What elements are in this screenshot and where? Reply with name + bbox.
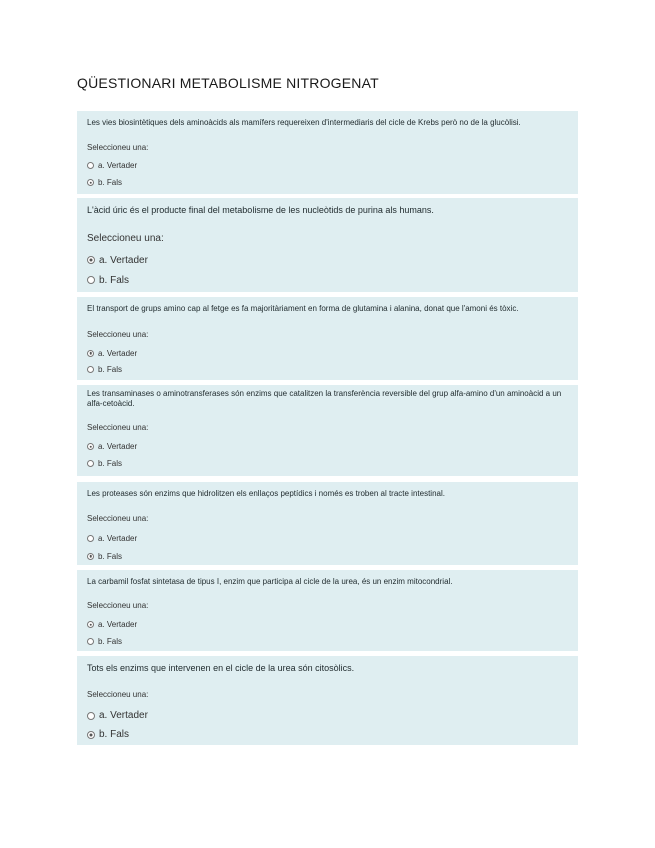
question-text: El transport de grups amino cap al fetge es fa majoritàriament en forma de glutamina i alanina, donat que l'amoni és tòxic. bbox=[87, 304, 519, 313]
option-b[interactable] bbox=[87, 174, 568, 191]
question-text: Les proteases són enzims que hidrolitzen els enllaços peptídics i només es troben al tracte intestinal. bbox=[87, 489, 445, 498]
question-2 bbox=[77, 198, 578, 292]
option-label: b. Fals bbox=[98, 178, 123, 187]
option-label: a. Vertader bbox=[98, 348, 138, 358]
option-label: a. Vertader bbox=[98, 442, 138, 451]
option-label: b. Fals bbox=[98, 551, 123, 561]
radio-option-a[interactable] bbox=[87, 256, 95, 264]
option-a[interactable] bbox=[87, 706, 568, 725]
question-1 bbox=[77, 111, 578, 194]
option-label: b. Fals bbox=[98, 364, 123, 374]
option-a[interactable] bbox=[87, 529, 568, 547]
option-b[interactable] bbox=[87, 361, 568, 377]
option-a[interactable] bbox=[87, 345, 568, 361]
answer-prompt: Seleccioneu una: bbox=[87, 690, 149, 699]
option-label: a. Vertader bbox=[98, 620, 138, 629]
answer-prompt: Seleccioneu una: bbox=[87, 601, 149, 610]
radio-option-b[interactable] bbox=[87, 638, 94, 645]
answer-prompt: Seleccioneu una: bbox=[87, 330, 149, 339]
option-a[interactable] bbox=[87, 157, 568, 174]
radio-option-b[interactable] bbox=[87, 366, 94, 373]
question-7 bbox=[77, 656, 578, 745]
option-b[interactable] bbox=[87, 633, 568, 650]
question-text: Tots els enzims que intervenen en el cicle de la urea són citosòlics. bbox=[87, 663, 355, 673]
answer-prompt: Seleccioneu una: bbox=[87, 423, 149, 432]
question-text: L'àcid úric és el producte final del metabolisme de les nucleòtids de purina als humans. bbox=[87, 205, 434, 215]
option-label: a. Vertader bbox=[99, 254, 148, 266]
radio-option-a[interactable] bbox=[87, 621, 94, 628]
option-label: b. Fals bbox=[99, 274, 130, 286]
option-label: b. Fals bbox=[99, 729, 130, 740]
answer-prompt: Seleccioneu una: bbox=[87, 143, 149, 152]
option-a[interactable] bbox=[87, 250, 568, 270]
option-a[interactable] bbox=[87, 438, 568, 455]
page-title: QÜESTIONARI METABOLISME NITROGENAT bbox=[77, 75, 379, 91]
question-5 bbox=[77, 482, 578, 565]
radio-option-a[interactable] bbox=[87, 535, 94, 542]
option-label: b. Fals bbox=[98, 459, 123, 468]
radio-option-a[interactable] bbox=[87, 712, 95, 720]
question-text: Les transaminases o aminotransferases són enzims que catalitzen la transferència reversible del grup alfa-amino d'un aminoàcid a un alfa-cetoàcid. bbox=[87, 389, 562, 409]
question-text: La carbamil fosfat sintetasa de tipus I, enzim que participa al cicle de la urea, és un enzim mitocondrial. bbox=[87, 577, 453, 586]
option-label: a. Vertader bbox=[99, 710, 148, 721]
question-6 bbox=[77, 570, 578, 651]
radio-option-b[interactable] bbox=[87, 276, 95, 284]
option-b[interactable] bbox=[87, 270, 568, 290]
option-label: a. Vertader bbox=[98, 533, 138, 543]
radio-option-a[interactable] bbox=[87, 162, 94, 169]
option-label: a. Vertader bbox=[98, 161, 138, 170]
question-3 bbox=[77, 297, 578, 380]
question-text: Les vies biosintètiques dels aminoàcids als mamífers requereixen d'intermediaris del cicle de Krebs però no de la glucòlisi. bbox=[87, 118, 521, 127]
radio-option-b[interactable] bbox=[87, 731, 95, 739]
option-b[interactable] bbox=[87, 725, 568, 744]
radio-option-b[interactable] bbox=[87, 460, 94, 467]
option-a[interactable] bbox=[87, 616, 568, 633]
question-4 bbox=[77, 385, 578, 476]
option-b[interactable] bbox=[87, 455, 568, 472]
answer-prompt: Seleccioneu una: bbox=[87, 514, 149, 523]
radio-option-a[interactable] bbox=[87, 350, 94, 357]
radio-option-b[interactable] bbox=[87, 553, 94, 560]
radio-option-b[interactable] bbox=[87, 179, 94, 186]
radio-option-a[interactable] bbox=[87, 443, 94, 450]
answer-prompt: Seleccioneu una: bbox=[87, 233, 164, 244]
option-b[interactable] bbox=[87, 547, 568, 565]
option-label: b. Fals bbox=[98, 637, 123, 646]
